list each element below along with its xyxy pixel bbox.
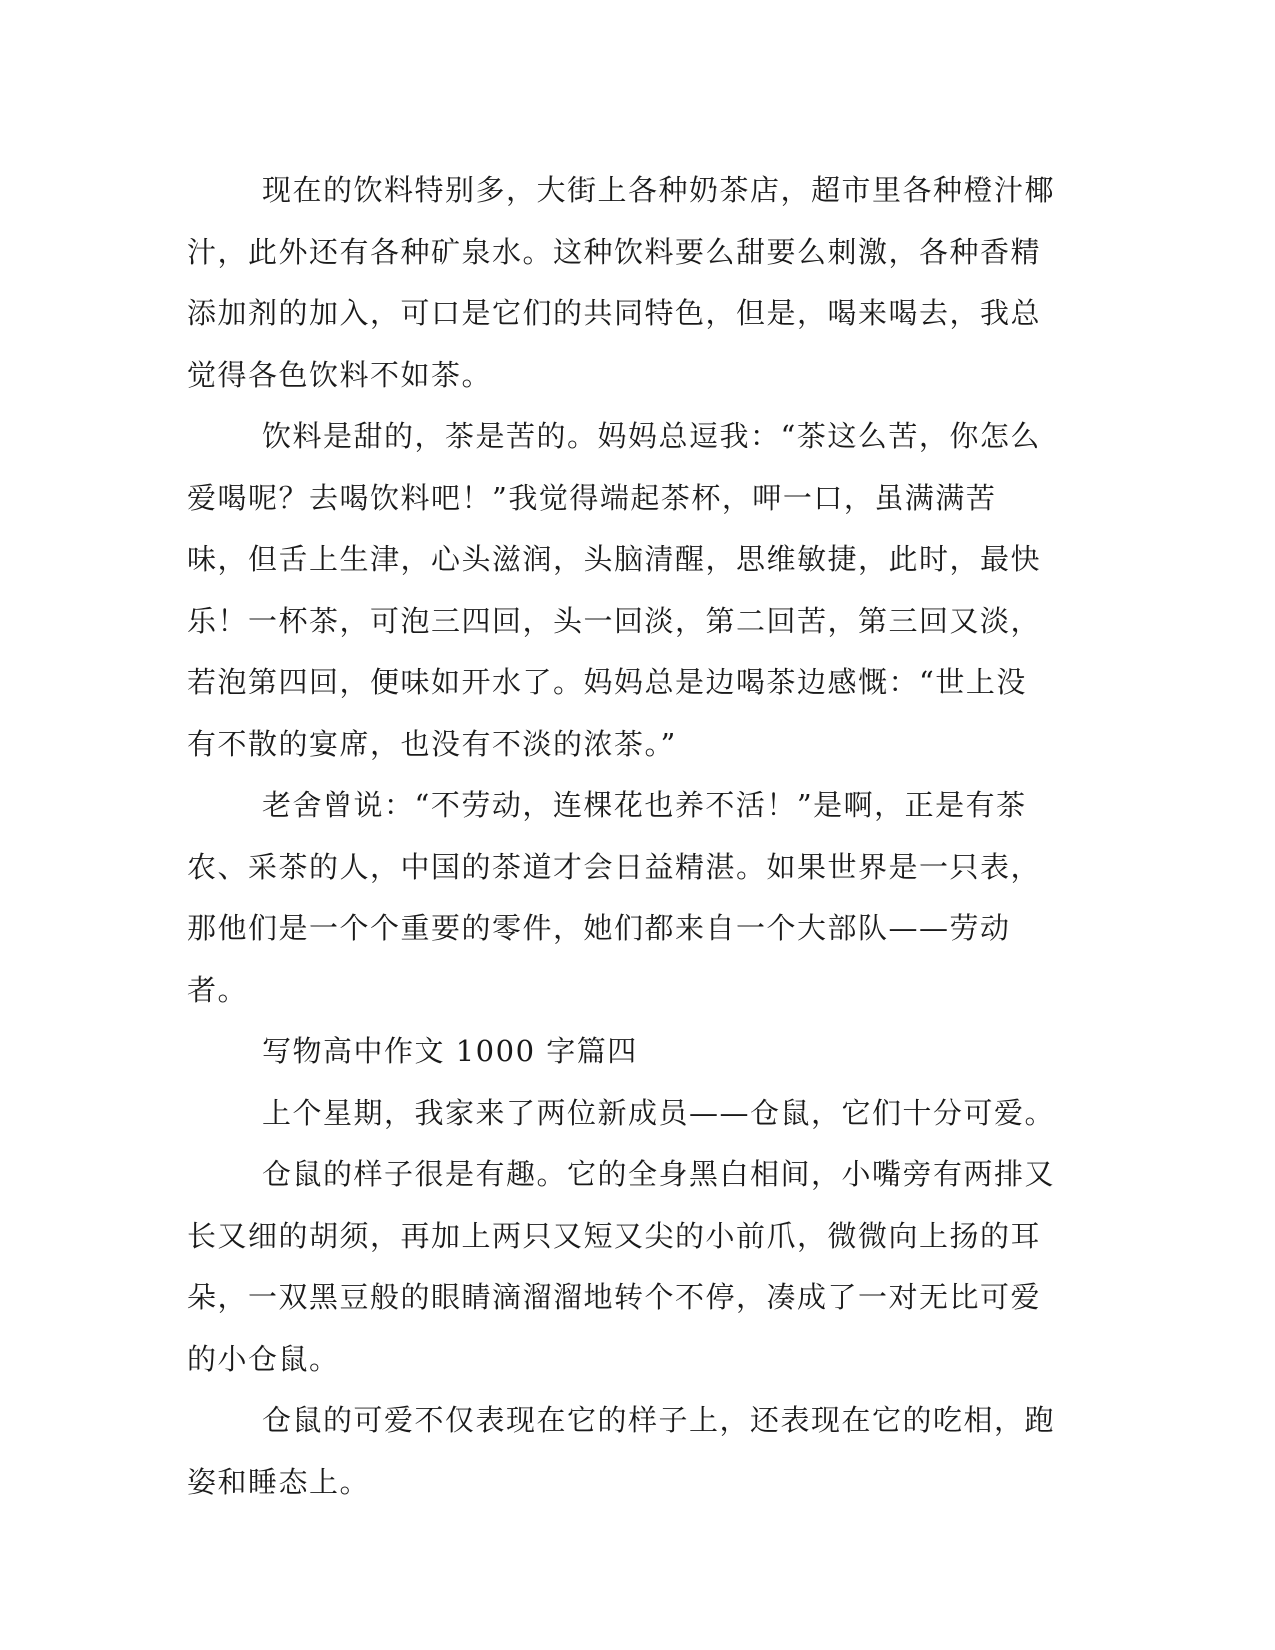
paragraph-drinks: 现在的饮料特别多，大街上各种奶茶店，超市里各种橙汁椰汁，此外还有各种矿泉水。这种饮料要么甜要么刺激，各种香精添加剂的加入，可口是它们的共同特色，但是，喝来喝去，我总觉得各色饮料不如茶。 (187, 173, 1056, 392)
section-heading: 写物高中作文 1000 字篇四 (262, 1034, 638, 1068)
document-body (187, 160, 1057, 1513)
paragraph-laoshe: 老舍曾说：“不劳动，连棵花也养不活！”是啊，正是有茶农、采茶的人，中国的茶道才会日益精湛。如果世界是一只表，那他们是一个个重要的零件，她们都来自一个大部队——劳动者。 (187, 788, 1042, 1007)
paragraph-hamster-look: 仓鼠的样子很是有趣。它的全身黑白相间，小嘴旁有两排又长又细的胡须，再加上两只又短又尖的小前爪，微微向上扬的耳朵，一双黑豆般的眼睛滴溜溜地转个不停，凑成了一对无比可爱的小仓鼠。 (187, 1157, 1056, 1376)
paragraph-tea-bitter: 饮料是甜的，茶是苦的。妈妈总逗我：“茶这么苦，你怎么爱喝呢？去喝饮料吧！”我觉得端起茶杯，呷一口，虽满满苦味，但舌上生津，心头滋润，头脑清醒，思维敏捷，此时，最快乐！一杯茶，可泡三四回，头一回淡，第二回苦，第三回又淡，若泡第四回，便味如开水了。妈妈总是边喝茶边感慨：“世上没有不散的宴席，也没有不淡的浓茶。” (187, 419, 1042, 761)
paragraph-hamster-cute: 仓鼠的可爱不仅表现在它的样子上，还表现在它的吃相，跑姿和睡态上。 (187, 1403, 1056, 1499)
paragraph-hamsters-intro: 上个星期，我家来了两位新成员——仓鼠，它们十分可爱。 (262, 1095, 1056, 1130)
